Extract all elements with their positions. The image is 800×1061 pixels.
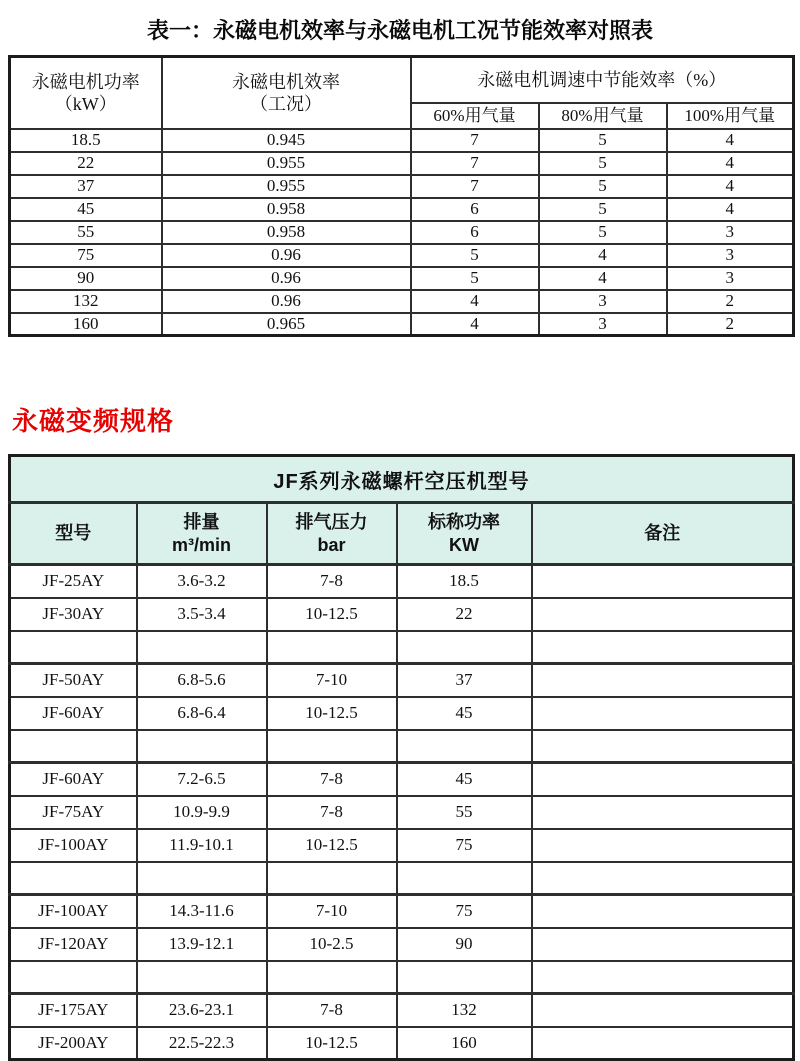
header-motor-power: [10, 57, 162, 129]
header-motor-power-line2: （kW）: [54, 93, 117, 114]
table-cell: 0.96: [162, 290, 411, 313]
header-motor-power-line1: 永磁电机功率: [31, 71, 140, 92]
table-row: [10, 244, 794, 267]
table-row: [10, 152, 794, 175]
table-cell: JF-175AY: [10, 994, 137, 1027]
header-model: 型号: [10, 503, 137, 565]
table-cell: 10-12.5: [267, 598, 397, 631]
table-cell: 4: [667, 198, 794, 221]
table-cell: 10-12.5: [267, 829, 397, 862]
table-cell: 10-12.5: [267, 697, 397, 730]
table-row: [10, 565, 794, 598]
table-cell: 3.5-3.4: [137, 598, 267, 631]
table-cell: 5: [411, 267, 539, 290]
table-cell: JF-100AY: [10, 895, 137, 928]
table-cell: JF-100AY: [10, 829, 137, 862]
table-cell: [10, 631, 137, 664]
table-row: [10, 313, 794, 336]
table-row: [10, 961, 794, 994]
table-row: [10, 221, 794, 244]
table-cell: 45: [10, 198, 162, 221]
table2-title: JF系列永磁螺杆空压机型号: [10, 456, 794, 503]
table-cell: 7-8: [267, 565, 397, 598]
table-cell: 37: [397, 664, 532, 697]
table-cell: 6: [411, 198, 539, 221]
header-motor-efficiency-line2: （工况）: [250, 93, 322, 114]
table-cell: 5: [539, 175, 667, 198]
table-cell: 90: [397, 928, 532, 961]
table-cell: 7.2-6.5: [137, 763, 267, 796]
table-cell: 75: [10, 244, 162, 267]
table-cell: [137, 862, 267, 895]
header-pressure-line1: 排气压力: [295, 511, 368, 532]
table-cell: 90: [10, 267, 162, 290]
table-cell: 13.9-12.1: [137, 928, 267, 961]
table-cell: JF-60AY: [10, 763, 137, 796]
table-cell: JF-60AY: [10, 697, 137, 730]
table-cell: 10-2.5: [267, 928, 397, 961]
header-displacement-line2: m³/min: [171, 534, 231, 555]
motor-efficiency-table-body: [10, 129, 794, 336]
table-cell: 132: [397, 994, 532, 1027]
table-cell: 3: [667, 244, 794, 267]
table-cell: 4: [411, 290, 539, 313]
header-rated-power: [397, 503, 532, 565]
table-cell: 75: [397, 895, 532, 928]
table-row: [10, 829, 794, 862]
table-row: [10, 664, 794, 697]
table-row: [10, 862, 794, 895]
header-motor-efficiency-line1: 永磁电机效率: [232, 71, 340, 92]
table-cell: 7-8: [267, 763, 397, 796]
header-rated-power-line1: 标称功率: [428, 511, 500, 532]
table-cell: 10.9-9.9: [137, 796, 267, 829]
table-cell: 7: [411, 129, 539, 152]
table-cell: [532, 862, 794, 895]
table-row: [10, 129, 794, 152]
table-cell: 3: [539, 290, 667, 313]
table-cell: 0.945: [162, 129, 411, 152]
motor-efficiency-table: [8, 55, 795, 337]
table-cell: [532, 1027, 794, 1060]
table-cell: 4: [667, 152, 794, 175]
section-heading: 永磁变频规格: [12, 406, 175, 436]
table-cell: 18.5: [397, 565, 532, 598]
table-cell: 3: [667, 221, 794, 244]
table-cell: 14.3-11.6: [137, 895, 267, 928]
motor-efficiency-table-head: [10, 57, 794, 129]
table-cell: [137, 730, 267, 763]
table-cell: 3: [539, 313, 667, 336]
table-cell: JF-75AY: [10, 796, 137, 829]
table-cell: 0.958: [162, 198, 411, 221]
table-cell: 18.5: [10, 129, 162, 152]
table-cell: 7-10: [267, 895, 397, 928]
table-cell: [137, 631, 267, 664]
table-cell: [397, 730, 532, 763]
table-row: [10, 198, 794, 221]
table-cell: 55: [10, 221, 162, 244]
compressor-models-table: [8, 454, 795, 1061]
table-cell: [532, 763, 794, 796]
header-remarks: 备注: [532, 503, 794, 565]
header-rated-power-line2: KW: [449, 534, 479, 555]
table-cell: JF-30AY: [10, 598, 137, 631]
table-cell: [532, 631, 794, 664]
table-row: [10, 796, 794, 829]
table-cell: 0.955: [162, 175, 411, 198]
table2-title-row: [10, 456, 794, 503]
table-cell: 4: [539, 244, 667, 267]
table-cell: [397, 961, 532, 994]
table-cell: 2: [667, 290, 794, 313]
table-cell: [532, 730, 794, 763]
table-cell: JF-25AY: [10, 565, 137, 598]
table-cell: [532, 829, 794, 862]
header-airflow-60: 60%用气量: [411, 103, 539, 129]
table-cell: 132: [10, 290, 162, 313]
table-row: [10, 697, 794, 730]
table-cell: 23.6-23.1: [137, 994, 267, 1027]
table-cell: 45: [397, 763, 532, 796]
table-cell: [532, 928, 794, 961]
table-cell: [267, 862, 397, 895]
table-row: [10, 730, 794, 763]
table-row: [10, 763, 794, 796]
table-cell: 160: [397, 1027, 532, 1060]
table-cell: [532, 697, 794, 730]
table-cell: 0.955: [162, 152, 411, 175]
table-cell: 7: [411, 175, 539, 198]
table-row: [10, 994, 794, 1027]
header-airflow-100: 100%用气量: [667, 103, 794, 129]
table-cell: [532, 895, 794, 928]
table-cell: 37: [10, 175, 162, 198]
header-motor-efficiency: [162, 57, 411, 129]
header-displacement-line1: 排量: [183, 511, 220, 532]
table-cell: [10, 961, 137, 994]
table2-header-row: [10, 503, 794, 565]
table-cell: [532, 796, 794, 829]
table-cell: [532, 598, 794, 631]
header-airflow-80: 80%用气量: [539, 103, 667, 129]
table-cell: [267, 631, 397, 664]
compressor-models-table-body: [10, 565, 794, 1060]
table-cell: 0.96: [162, 244, 411, 267]
header-displacement: [137, 503, 267, 565]
table-cell: 6.8-6.4: [137, 697, 267, 730]
table1-main-header-row: [10, 57, 794, 103]
header-pressure-line2: bar: [317, 534, 346, 555]
table-cell: [137, 961, 267, 994]
table-row: [10, 598, 794, 631]
table-cell: 5: [539, 152, 667, 175]
table-cell: 7-8: [267, 994, 397, 1027]
table-cell: 4: [667, 129, 794, 152]
table-cell: 6: [411, 221, 539, 244]
table-cell: 22: [397, 598, 532, 631]
table-cell: 3.6-3.2: [137, 565, 267, 598]
table-row: [10, 631, 794, 664]
table-cell: JF-50AY: [10, 664, 137, 697]
header-pressure: [267, 503, 397, 565]
table-cell: [532, 961, 794, 994]
table-cell: 3: [667, 267, 794, 290]
table-cell: 22: [10, 152, 162, 175]
table-cell: [267, 730, 397, 763]
table-row: [10, 895, 794, 928]
table-cell: 7: [411, 152, 539, 175]
table-cell: 5: [411, 244, 539, 267]
table-cell: 5: [539, 198, 667, 221]
table1-title: 表一：永磁电机效率与永磁电机工况节能效率对照表: [146, 18, 653, 43]
table-cell: 4: [411, 313, 539, 336]
table-cell: 2: [667, 313, 794, 336]
table-cell: 45: [397, 697, 532, 730]
table-cell: 55: [397, 796, 532, 829]
table-cell: 11.9-10.1: [137, 829, 267, 862]
table-cell: 4: [667, 175, 794, 198]
table-cell: 5: [539, 221, 667, 244]
table-cell: [397, 631, 532, 664]
table-cell: [532, 664, 794, 697]
table-cell: JF-200AY: [10, 1027, 137, 1060]
table-cell: 0.965: [162, 313, 411, 336]
table-cell: 160: [10, 313, 162, 336]
table-row: [10, 928, 794, 961]
table-cell: 7-8: [267, 796, 397, 829]
header-energy-saving: 永磁电机调速中节能效率（%）: [411, 57, 794, 103]
table-cell: 4: [539, 267, 667, 290]
table-row: [10, 267, 794, 290]
table-row: [10, 1027, 794, 1060]
table-cell: [532, 565, 794, 598]
table-cell: [397, 862, 532, 895]
table-cell: 22.5-22.3: [137, 1027, 267, 1060]
table-cell: 0.96: [162, 267, 411, 290]
table-cell: 6.8-5.6: [137, 664, 267, 697]
table-cell: [10, 730, 137, 763]
table-cell: 7-10: [267, 664, 397, 697]
table-cell: [10, 862, 137, 895]
table-cell: [532, 994, 794, 1027]
table-cell: 10-12.5: [267, 1027, 397, 1060]
table-cell: JF-120AY: [10, 928, 137, 961]
table-row: [10, 175, 794, 198]
table-cell: [267, 961, 397, 994]
table-cell: 0.958: [162, 221, 411, 244]
table-row: [10, 290, 794, 313]
table-cell: 5: [539, 129, 667, 152]
compressor-models-table-head: [10, 456, 794, 565]
table-cell: 75: [397, 829, 532, 862]
